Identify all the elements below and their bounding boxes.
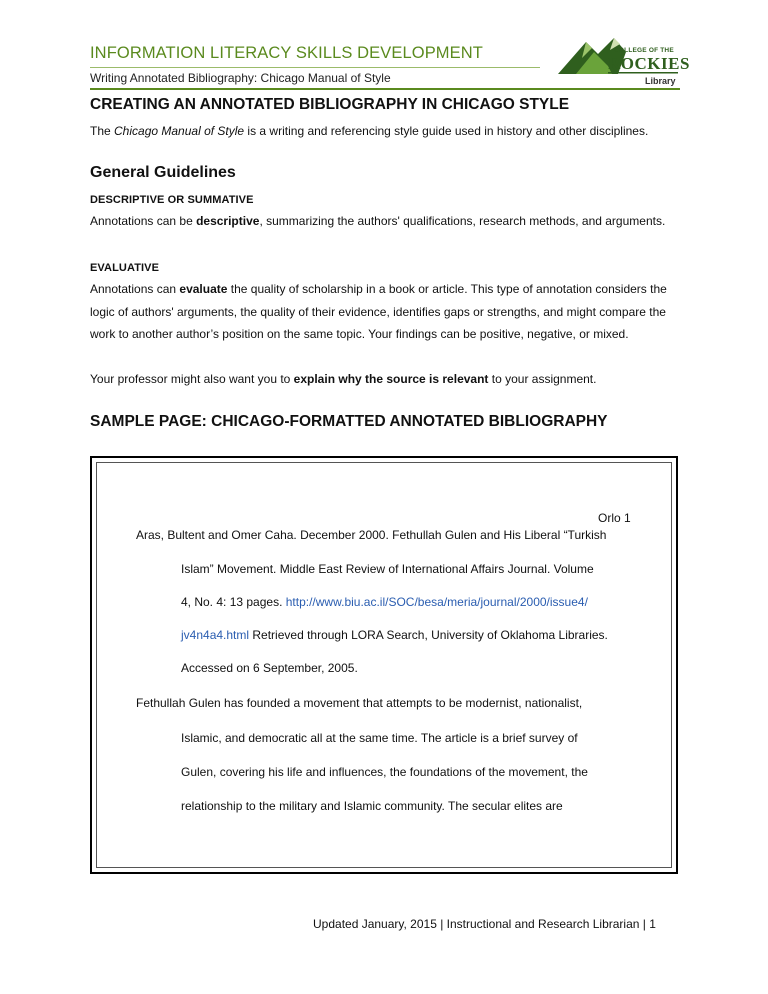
logo-library-text: Library [645,76,676,86]
citation-line: Aras, Bultent and Omer Caha. December 2000. Fethullah Gulen and His Liberal “Turkish [136,528,607,542]
evaluative-paragraph: Annotations can evaluate the quality of scholarship in a book or article. This type of annotation considers the logic of authors' arguments, the quality of their evidence, identifies gaps or strengths, and might compare the work to another author’s position on the same topic. Your findings can be positive, negative, or mixed. [90,282,667,342]
annotation-line: Islamic, and democratic all at the same time. The article is a brief survey of [181,731,578,745]
college-logo [556,34,690,86]
sample-heading: SAMPLE PAGE: CHICAGO-FORMATTED ANNOTATED BIBLIOGRAPHY [90,413,608,430]
relevance-paragraph: Your professor might also want you to explain why the source is relevant to your assignment. [90,372,597,386]
header-divider [90,88,680,90]
guidelines-heading: General Guidelines [90,164,236,181]
evaluative-label: EVALUATIVE [90,262,160,274]
intro-paragraph: The Chicago Manual of Style is a writing and referencing style guide used in history and other disciplines. [90,124,649,138]
annotation-line: Gulen, covering his life and influences, the foundations of the movement, the [181,765,588,779]
citation-line: Islam” Movement. Middle East Review of International Affairs Journal. Volume [181,562,594,576]
citation-line: jv4n4a4.html Retrieved through LORA Search, University of Oklahoma Libraries. [181,628,608,642]
logo-college-text: COLLEGE OF THE [614,47,674,54]
page-title: CREATING AN ANNOTATED BIBLIOGRAPHY IN CHICAGO STYLE [90,96,570,113]
style-guide-title: Chicago Manual of Style [114,124,245,138]
annotation-line: relationship to the military and Islamic community. The secular elites are [181,799,563,813]
citation-url-link[interactable]: http://www.biu.ac.il/SOC/besa/meria/journal/2000/issue4/ [285,595,588,609]
sample-page-number: Orlo 1 [598,511,631,525]
logo-name-text: ROCKIES [608,54,690,73]
descriptive-paragraph: Annotations can be descriptive, summarizing the authors' qualifications, research methods, and arguments. [90,214,666,228]
annotation-line: Fethullah Gulen has founded a movement that attempts to be modernist, nationalist, [136,696,583,710]
citation-line: 4, No. 4: 13 pages. http://www.biu.ac.il/SOC/besa/meria/journal/2000/issue4/ [181,595,588,609]
header-title: INFORMATION LITERACY SKILLS DEVELOPMENT [90,44,483,62]
citation-line: Accessed on 6 September, 2005. [181,661,358,675]
citation-url-link-continued[interactable]: jv4n4a4.html [181,628,250,642]
header-divider-thin [90,67,540,68]
header-subtitle: Writing Annotated Bibliography: Chicago Manual of Style [90,71,391,85]
page-footer: Updated January, 2015 | Instructional and Research Librarian | 1 [313,917,656,931]
descriptive-label: DESCRIPTIVE OR SUMMATIVE [90,194,254,206]
